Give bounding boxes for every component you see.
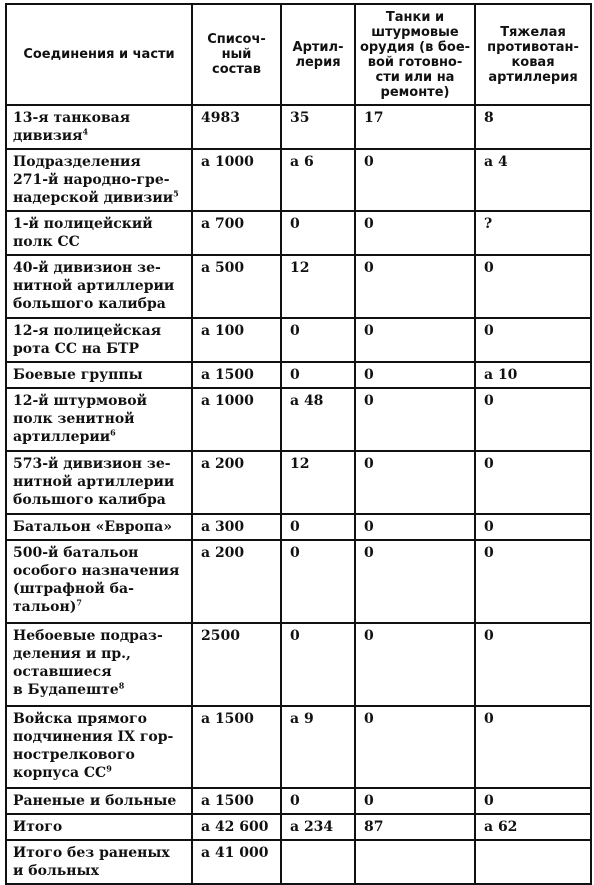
unit-text: Итого (13, 819, 63, 835)
cell-antitank: а 62 (475, 814, 591, 840)
header-text-line: Соединения и части (23, 47, 175, 62)
table-header (6, 4, 591, 105)
unit-text-line (13, 295, 186, 313)
unit-text-line (13, 818, 186, 836)
cell-unit (6, 388, 192, 451)
cell-unit (6, 149, 192, 211)
cell-artillery (281, 840, 355, 884)
header-text-line: состав (212, 62, 261, 77)
table-row (6, 623, 591, 706)
header-antitank (475, 4, 591, 105)
cell-tanks: 0 (355, 788, 475, 814)
cell-strength: а 100 (192, 318, 281, 362)
unit-text: полк СС (13, 234, 80, 250)
header-text-line: штурмовые (371, 24, 459, 40)
cell-antitank: 0 (475, 623, 591, 706)
cell-strength: а 1000 (192, 149, 281, 211)
footnote-marker: 6 (110, 427, 116, 438)
cell-tanks: 0 (355, 623, 475, 706)
cell-artillery: 12 (281, 451, 355, 514)
unit-text-line (13, 153, 186, 171)
footnote-marker: 9 (106, 763, 112, 774)
unit-text-line (13, 580, 186, 598)
table-row (6, 105, 591, 149)
cell-tanks: 0 (355, 706, 475, 788)
table-row (6, 149, 591, 211)
header-text-line: орудия (в боe- (359, 39, 471, 55)
unit-text: Раненые и больные (13, 793, 177, 809)
unit-text-line (13, 627, 186, 645)
cell-artillery: 0 (281, 211, 355, 255)
table-row (6, 514, 591, 540)
cell-antitank: 0 (475, 514, 591, 540)
cell-unit (6, 451, 192, 514)
unit-text-line (13, 109, 186, 127)
cell-antitank: 0 (475, 451, 591, 514)
header-text-line: артиллерия (488, 69, 578, 85)
unit-text: Батальон «Европа» (13, 519, 172, 535)
unit-text-line (13, 681, 186, 699)
cell-antitank: 0 (475, 788, 591, 814)
table-row (6, 540, 591, 623)
unit-text-line (13, 171, 186, 189)
unit-text: тальон) (13, 599, 77, 615)
cell-artillery: 0 (281, 362, 355, 388)
unit-text-line (13, 663, 186, 681)
header-strength (192, 4, 281, 105)
cell-unit (6, 840, 192, 884)
cell-antitank: 0 (475, 706, 591, 788)
unit-text: Войска прямого (13, 711, 147, 727)
table-row (6, 814, 591, 840)
cell-artillery: а 48 (281, 388, 355, 451)
unit-text: особого назначения (13, 563, 180, 579)
unit-text: 13-я танковая (13, 110, 131, 126)
cell-antitank: 0 (475, 540, 591, 623)
unit-text-line (13, 598, 186, 616)
unit-text: Небоевые подраз- (13, 628, 163, 644)
unit-text: корпуса СС (13, 765, 107, 781)
footnote-marker: 7 (76, 597, 82, 608)
unit-text-line (13, 764, 186, 782)
cell-artillery: 12 (281, 255, 355, 318)
header-text-line: сти или на (375, 69, 455, 85)
unit-text-line (13, 259, 186, 277)
cell-antitank: а 4 (475, 149, 591, 211)
header-text-line: вой готовно- (367, 54, 463, 70)
footnote-marker: 4 (82, 126, 89, 137)
cell-antitank: а 10 (475, 362, 591, 388)
cell-antitank (475, 840, 591, 884)
cell-tanks: 0 (355, 514, 475, 540)
header-text-line: противотан- (487, 39, 579, 55)
unit-text-line (13, 189, 186, 207)
unit-text: Подразделения (13, 154, 141, 170)
unit-text-line (13, 792, 186, 810)
cell-tanks: 0 (355, 149, 475, 211)
unit-text-line (13, 233, 186, 251)
cell-antitank: 0 (475, 318, 591, 362)
table-row (6, 211, 591, 255)
unit-text: нитной артиллерии (13, 278, 175, 294)
cell-artillery: а 9 (281, 706, 355, 788)
unit-text-line (13, 544, 186, 562)
cell-antitank: 0 (475, 388, 591, 451)
cell-unit (6, 211, 192, 255)
table-row (6, 362, 591, 388)
cell-unit (6, 362, 192, 388)
unit-text-line (13, 562, 186, 580)
cell-antitank: 8 (475, 105, 591, 149)
header-text-line: лерия (295, 54, 341, 70)
cell-tanks: 0 (355, 255, 475, 318)
unit-text-line (13, 844, 186, 862)
cell-artillery: 0 (281, 318, 355, 362)
cell-artillery: а 6 (281, 149, 355, 211)
unit-text: Итого без раненых (13, 845, 170, 861)
cell-unit (6, 788, 192, 814)
cell-antitank: 0 (475, 255, 591, 318)
cell-tanks: 0 (355, 362, 475, 388)
unit-text-line (13, 340, 186, 358)
unit-text: дивизия (13, 128, 83, 144)
cell-tanks: 0 (355, 540, 475, 623)
table-row (6, 255, 591, 318)
unit-text: 1-й полицейский (13, 216, 153, 232)
unit-text: Боевые группы (13, 367, 143, 383)
header-tanks (355, 4, 475, 105)
cell-strength: 4983 (192, 105, 281, 149)
unit-text: и больных (13, 863, 99, 879)
cell-tanks: 0 (355, 388, 475, 451)
unit-text-line (13, 491, 186, 509)
header-text-line: ный (221, 47, 252, 62)
unit-text-line (13, 322, 186, 340)
table-body (6, 105, 591, 884)
cell-unit (6, 814, 192, 840)
cell-unit (6, 540, 192, 623)
header-row (6, 4, 591, 105)
unit-text-line (13, 746, 186, 764)
cell-unit (6, 623, 192, 706)
unit-text-line (13, 277, 186, 295)
table-row (6, 318, 591, 362)
unit-text-line (13, 366, 186, 384)
unit-text-line (13, 455, 186, 473)
table-row (6, 388, 591, 451)
cell-strength: а 1500 (192, 788, 281, 814)
header-text-line: Артил- (292, 39, 344, 55)
unit-text: нострелкового (13, 747, 135, 763)
cell-strength: а 200 (192, 451, 281, 514)
cell-artillery: 0 (281, 540, 355, 623)
cell-artillery: 0 (281, 788, 355, 814)
cell-tanks (355, 840, 475, 884)
footnote-marker: 5 (173, 188, 179, 199)
header-text-line: ковая (511, 54, 555, 70)
cell-unit (6, 706, 192, 788)
cell-artillery: 35 (281, 105, 355, 149)
cell-strength: а 200 (192, 540, 281, 623)
unit-text: деления и пр., (13, 646, 131, 662)
unit-text-line (13, 645, 186, 663)
unit-text: 12-я полицейская (13, 323, 162, 339)
unit-text: 40-й дивизион зе- (13, 260, 161, 276)
cell-strength: а 700 (192, 211, 281, 255)
unit-text: 500-й батальон (13, 545, 139, 561)
header-artillery (281, 4, 355, 105)
unit-text: 573-й дивизион зе- (13, 456, 171, 472)
unit-text-line (13, 410, 186, 428)
unit-text-line (13, 127, 186, 145)
header-text-line: ремонте) (380, 84, 450, 100)
table-row (6, 788, 591, 814)
unit-text: подчинения IX гор- (13, 729, 174, 745)
unit-text: нитной артиллерии (13, 474, 175, 490)
unit-text-line (13, 862, 186, 880)
unit-text: большого калибра (13, 492, 166, 508)
cell-tanks: 87 (355, 814, 475, 840)
cell-strength: а 1500 (192, 362, 281, 388)
unit-text-line (13, 428, 186, 446)
cell-strength: а 41 000 (192, 840, 281, 884)
unit-text: 12-й штурмовой (13, 393, 147, 409)
forces-table (5, 3, 592, 885)
cell-tanks: 0 (355, 451, 475, 514)
unit-text-line (13, 473, 186, 491)
cell-strength: а 42 600 (192, 814, 281, 840)
cell-tanks: 0 (355, 318, 475, 362)
unit-text-line (13, 215, 186, 233)
cell-antitank: ? (475, 211, 591, 255)
unit-text: 271-й народно-гре- (13, 172, 170, 188)
table-row (6, 451, 591, 514)
cell-strength: 2500 (192, 623, 281, 706)
unit-text: артиллерии (13, 429, 111, 445)
cell-unit (6, 514, 192, 540)
cell-strength: а 300 (192, 514, 281, 540)
unit-text: оставшиеся (13, 664, 112, 680)
cell-unit (6, 255, 192, 318)
cell-tanks: 0 (355, 211, 475, 255)
header-text-line: Списоч- (207, 32, 266, 47)
table-row (6, 840, 591, 884)
header-text-line: Тяжелая (500, 24, 566, 40)
cell-unit (6, 105, 192, 149)
cell-artillery: 0 (281, 514, 355, 540)
table-row (6, 706, 591, 788)
cell-unit (6, 318, 192, 362)
header-text-line: Танки и (385, 9, 445, 25)
cell-artillery: 0 (281, 623, 355, 706)
cell-strength: а 1000 (192, 388, 281, 451)
unit-text-line (13, 518, 186, 536)
footnote-marker: 8 (118, 680, 125, 691)
unit-text: большого калибра (13, 296, 166, 312)
unit-text: полк зенитной (13, 411, 135, 427)
header-units (6, 4, 192, 105)
cell-strength: а 500 (192, 255, 281, 318)
cell-strength: а 1500 (192, 706, 281, 788)
unit-text-line (13, 392, 186, 410)
cell-tanks: 17 (355, 105, 475, 149)
cell-artillery: а 234 (281, 814, 355, 840)
unit-text-line (13, 728, 186, 746)
unit-text: рота СС на БТР (13, 341, 140, 357)
unit-text: в Будапеште (13, 682, 119, 698)
unit-text: надерской дивизии (13, 190, 174, 206)
unit-text: (штрафной ба- (13, 581, 134, 597)
unit-text-line (13, 710, 186, 728)
